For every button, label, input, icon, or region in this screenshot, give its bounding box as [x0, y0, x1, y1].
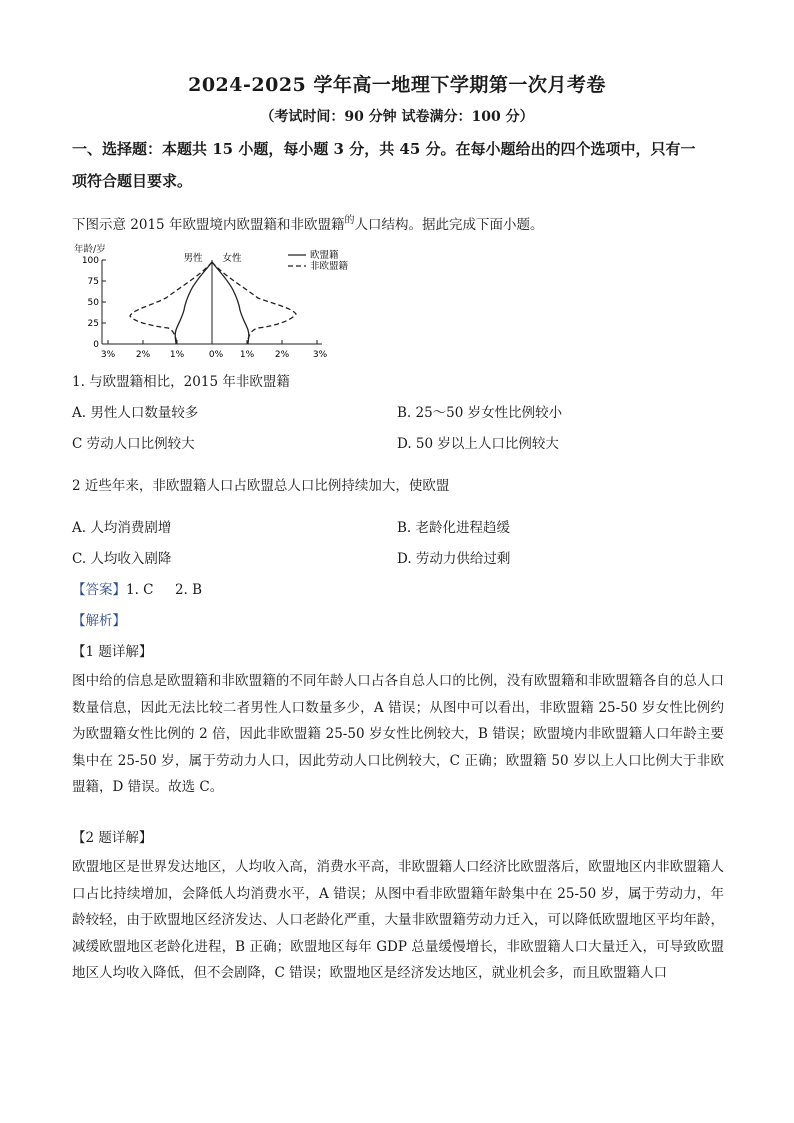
- detail-2-label: 【2 题详解】: [72, 830, 153, 846]
- intro-text-before: 下图示意 2015 年欧盟境内欧盟籍和非欧盟籍: [72, 217, 345, 233]
- question-2-stem: 2 近些年来，非欧盟籍人口占欧盟总人口比例持续加大，使欧盟: [72, 478, 450, 494]
- question-1-option-a[interactable]: A. 男性人口数量较多: [72, 405, 199, 421]
- y-axis-unit: 年龄/岁: [74, 244, 106, 255]
- question-1-option-d[interactable]: D. 50 岁以上人口比例较大: [397, 436, 559, 452]
- y-tick-label: 25: [87, 319, 99, 329]
- legend-eu-label: 欧盟籍: [310, 250, 339, 261]
- detail-2-text: 欧盟地区是世界发达地区，人均收入高，消费水平高，非欧盟籍人口经济比欧盟落后，欧盟地区内非欧盟籍人口占比持续增加，会降低人均消费水平，A 错误；从图中看非欧盟籍年龄集中在 25-50 岁，属于劳动力，年龄较轻，由于欧盟地区经济发达、人口老龄化严重，大量非欧盟籍劳动力迁入，可以降低欧盟地区平均年龄，减缓欧盟地区老龄化进程，B 正确；欧盟地区每年 GDP 总量缓慢增长，非欧盟籍人口大量迁入，可导致欧盟地区人均收入降低，但不会剧降，C 错误；欧盟地区是经济发达地区，就业机会多，而且欧盟籍人口: [72, 859, 724, 981]
- x-tick-label: 2%: [135, 350, 151, 360]
- y-tick-label: 75: [87, 277, 99, 287]
- y-tick-label: 0: [93, 340, 99, 350]
- x-tick-label: 2%: [274, 350, 290, 360]
- y-tick-label: 50: [87, 298, 99, 308]
- eu-male-curve: [175, 262, 212, 344]
- answer-text: 1. C 2. B: [126, 582, 203, 598]
- male-label: 男性: [183, 253, 203, 264]
- question-2-option-b[interactable]: B. 老龄化进程趋缓: [397, 520, 511, 536]
- eu-female-curve: [212, 262, 249, 344]
- intro-text-after: 人口结构。据此完成下面小题。: [354, 217, 544, 233]
- intro-sup: 的: [344, 215, 355, 226]
- question-1-option-b[interactable]: B. 25～50 岁女性比例较小: [397, 405, 563, 421]
- detail-1-label: 【1 题详解】: [72, 644, 153, 660]
- legend-non-eu-label: 非欧盟籍: [310, 261, 349, 272]
- x-tick-label: 3%: [312, 350, 328, 360]
- question-2-option-d[interactable]: D. 劳动力供给过剩: [397, 551, 511, 567]
- population-pyramid-figure: [70, 240, 370, 365]
- question-2-option-c[interactable]: C. 人均收入剧降: [72, 551, 172, 567]
- figure-intro: [72, 211, 543, 233]
- x-tick-label: 1%: [169, 350, 185, 360]
- section-heading-line2: 项符合题目要求。: [72, 172, 193, 190]
- answer-label: 【答案】: [72, 582, 126, 598]
- exam-subtitle: （考试时间：90 分钟 试卷满分：100 分）: [260, 109, 534, 125]
- x-tick-label: 3%: [100, 350, 116, 360]
- section-heading-line1: 一、选择题：本题共 15 小题，每小题 3 分，共 45 分。在每小题给出的四个选项中，只有一: [72, 140, 696, 158]
- question-1-stem: 1. 与欧盟籍相比，2015 年非欧盟籍: [72, 374, 290, 390]
- question-2-option-a[interactable]: A. 人均消费剧增: [72, 520, 172, 536]
- female-label: 女性: [222, 253, 242, 264]
- non-eu-female-curve: [212, 262, 296, 344]
- analysis-label: 【解析】: [72, 613, 126, 629]
- x-tick-label: 1%: [239, 350, 255, 360]
- answer-line: [72, 578, 202, 598]
- x-ticks: [101, 340, 328, 360]
- y-tick-label: 100: [81, 256, 99, 266]
- x-tick-label: 0%: [208, 350, 224, 360]
- exam-title: 2024-2025 学年高一地理下学期第一次月考卷: [188, 74, 606, 96]
- non-eu-male-curve: [130, 262, 212, 344]
- detail-1-text: 图中给的信息是欧盟籍和非欧盟籍的不同年龄人口占各自总人口的比例，没有欧盟籍和非欧盟籍各自的总人口数量信息，因此无法比较二者男性人口数量多少，A 错误；从图中可以看出，非欧盟籍 25-50 岁女性比例约为欧盟籍女性比例的 2 倍，因此非欧盟籍 25-50 岁女性比例较大，B 错误；欧盟境内非欧盟籍人口年龄主要集中在 25-50 岁，属于劳动力人口，因此劳动人口比例较大，C 正确；欧盟籍 50 岁以上人口比例大于非欧盟籍，D 错误。故选 C。: [72, 673, 724, 795]
- question-1-option-c[interactable]: C 劳动人口比例较大: [72, 436, 195, 452]
